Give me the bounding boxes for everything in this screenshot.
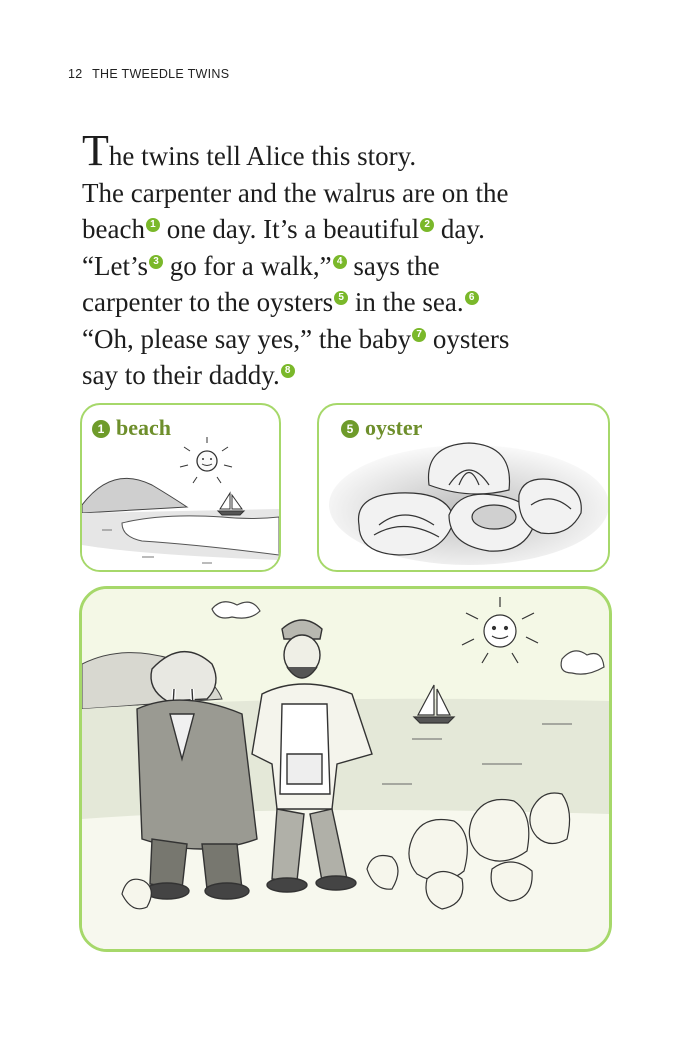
footnote-marker[interactable]: 2 xyxy=(420,218,434,232)
footnote-marker[interactable]: 5 xyxy=(334,291,348,305)
story-line-3 xyxy=(82,211,642,248)
story-text-run: go for a walk,” xyxy=(162,250,332,281)
glossary-title xyxy=(92,415,171,441)
story-text-run: in the sea. xyxy=(348,287,464,317)
drop-cap: T xyxy=(82,126,109,175)
story-line-6 xyxy=(82,321,642,358)
footnote-marker[interactable]: 8 xyxy=(281,364,295,378)
footnote-marker[interactable]: 1 xyxy=(146,218,160,232)
story-text-run: day. xyxy=(434,214,485,244)
glossary-number: 5 xyxy=(341,420,359,438)
glossary-card-beach xyxy=(80,403,281,572)
story-text-run: says the xyxy=(346,250,440,281)
footnote-marker[interactable]: 4 xyxy=(333,255,347,269)
glossary-number: 1 xyxy=(92,420,110,438)
sailboat-icon xyxy=(218,493,244,515)
book-title: THE TWEEDLE TWINS xyxy=(92,67,230,81)
story-line-1 xyxy=(82,126,642,175)
story-text-run: say to their daddy. xyxy=(82,360,280,390)
running-header xyxy=(68,67,229,81)
glossary-word: oyster xyxy=(365,415,423,440)
walrus-carpenter-scene xyxy=(82,589,609,949)
story-text-run: “Oh, please say yes,” the baby xyxy=(82,323,412,354)
story-line-4 xyxy=(82,248,642,285)
story-text-run: he twins tell Alice this story. xyxy=(108,141,417,171)
glossary-term-beach[interactable]: beach xyxy=(82,214,145,244)
story-line-7 xyxy=(82,357,642,394)
story-line-2: The carpenter and the walrus are on the xyxy=(82,177,509,208)
story-line-5 xyxy=(82,284,642,321)
glossary-word: beach xyxy=(116,415,171,440)
glossary-card-oyster xyxy=(317,403,610,572)
story-text-run: carpenter to the oysters xyxy=(82,287,334,317)
footnote-marker[interactable]: 3 xyxy=(149,255,163,269)
story-text-run: oysters xyxy=(426,323,510,354)
story-text-run: one day. It’s a beautiful xyxy=(159,214,420,244)
story-text-run: “Let’s xyxy=(82,250,148,281)
page-number: 12 xyxy=(68,67,83,81)
sun-icon xyxy=(180,437,232,483)
story-text xyxy=(82,126,642,394)
footnote-marker[interactable]: 7 xyxy=(412,328,426,342)
story-illustration xyxy=(79,586,612,952)
glossary-title xyxy=(341,415,422,441)
footnote-marker[interactable]: 6 xyxy=(465,291,479,305)
